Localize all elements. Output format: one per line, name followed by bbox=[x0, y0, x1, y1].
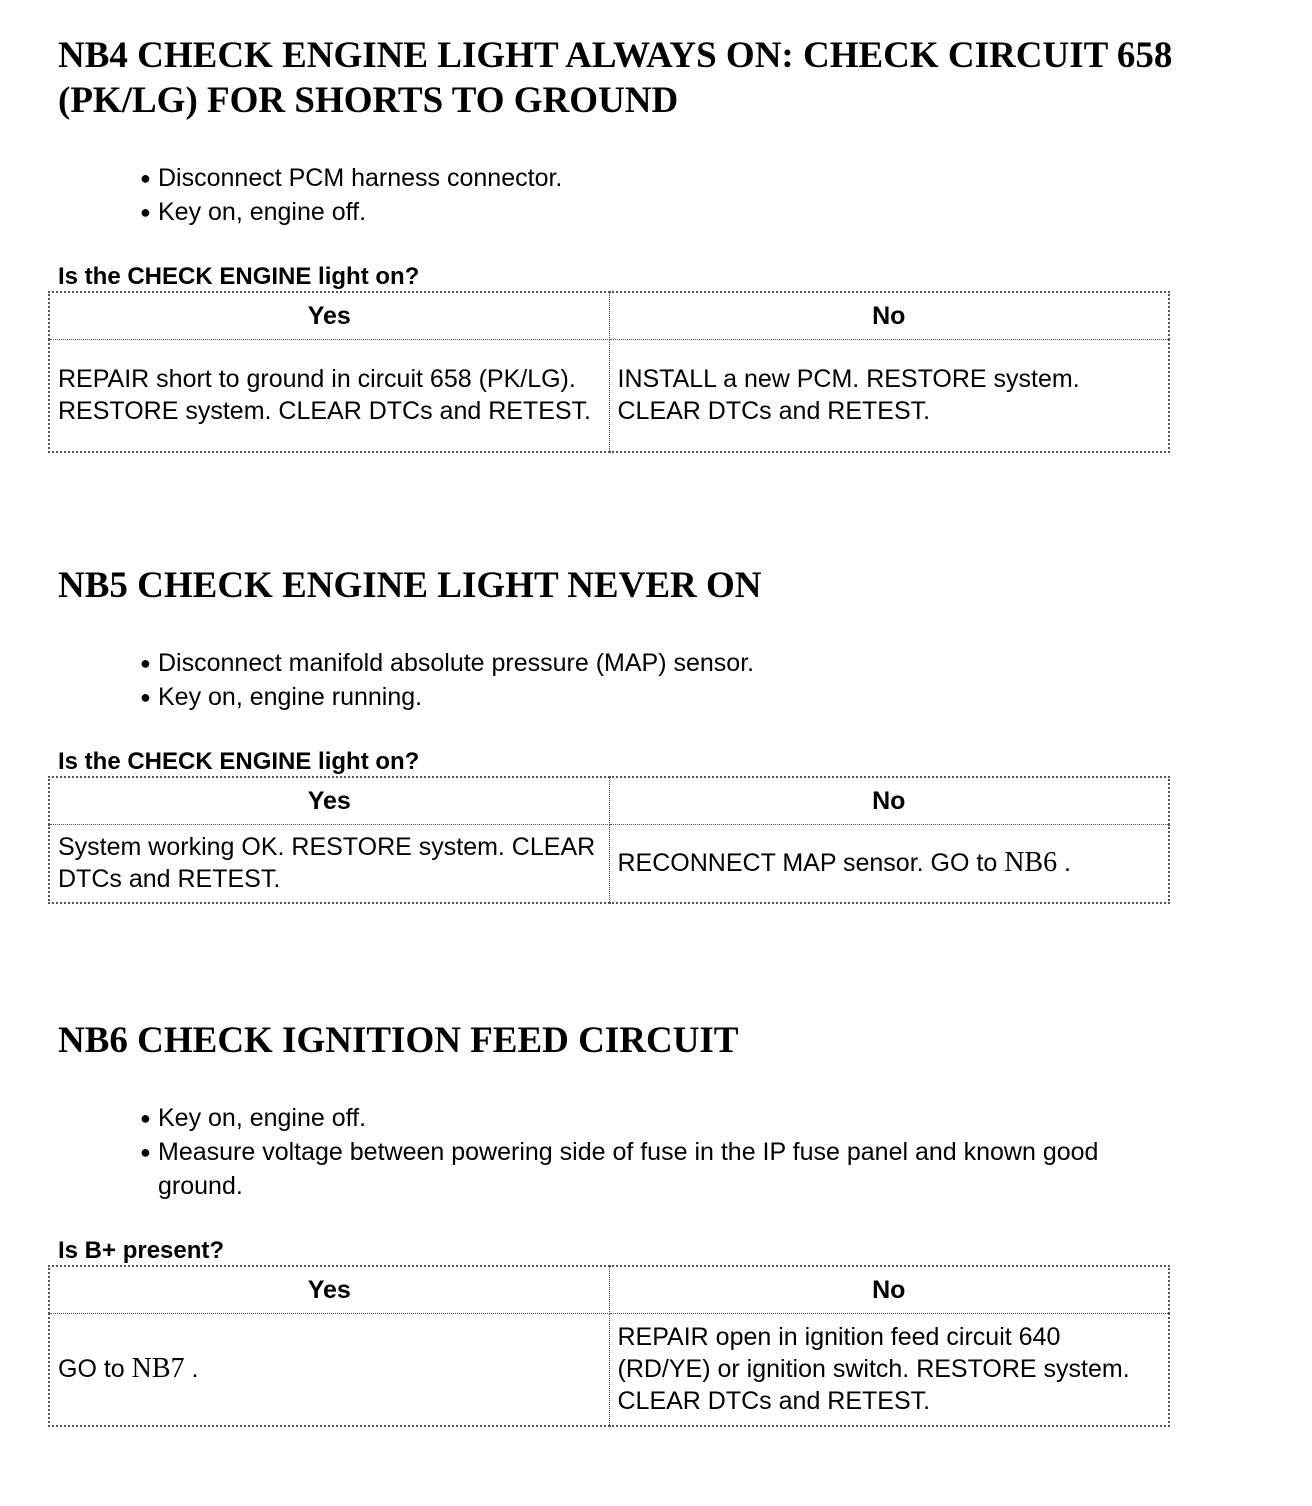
yes-text: GO to bbox=[58, 1355, 132, 1384]
bullet-icon: ● bbox=[140, 653, 151, 673]
step-item bbox=[140, 646, 1220, 680]
step-list bbox=[0, 1101, 1220, 1203]
step-list bbox=[0, 646, 1220, 714]
no-text: RECONNECT MAP sensor. GO to bbox=[617, 849, 1005, 878]
step-item bbox=[140, 680, 1220, 714]
result-table bbox=[48, 776, 1170, 904]
yes-cell: REPAIR short to ground in circuit 658 (PK/LG). RESTORE system. CLEAR DTCs and RETEST. bbox=[49, 340, 609, 452]
step-text: Measure voltage between powering side of fuse in the IP fuse panel and known good ground. bbox=[158, 1138, 1099, 1200]
section-title: NB6 CHECK IGNITION FEED CIRCUIT bbox=[58, 1020, 739, 1061]
no-cell: INSTALL a new PCM. RESTORE system. CLEAR DTCs and RETEST. bbox=[609, 340, 1169, 452]
step-item bbox=[140, 161, 1220, 195]
step-text: Key on, engine running. bbox=[158, 683, 423, 711]
bullet-icon: ● bbox=[140, 168, 151, 188]
yes-header: Yes bbox=[49, 292, 609, 340]
question: Is the CHECK ENGINE light on? bbox=[58, 263, 420, 290]
no-suffix: . bbox=[1057, 849, 1071, 878]
yes-cell: System working OK. RESTORE system. CLEAR DTCs and RETEST. bbox=[49, 825, 609, 903]
step-text: Key on, engine off. bbox=[158, 1104, 367, 1132]
no-header: No bbox=[609, 292, 1169, 340]
yes-suffix: . bbox=[184, 1355, 199, 1384]
bullet-icon: ● bbox=[140, 1142, 151, 1162]
link-nb6[interactable]: NB6 bbox=[1004, 847, 1058, 879]
question: Is the CHECK ENGINE light on? bbox=[58, 748, 420, 775]
no-header: No bbox=[609, 1266, 1169, 1314]
step-text: Disconnect PCM harness connector. bbox=[158, 164, 563, 192]
no-header: No bbox=[609, 777, 1169, 825]
step-list bbox=[0, 161, 1220, 229]
step-item bbox=[140, 1101, 1220, 1135]
result-table bbox=[48, 1265, 1170, 1427]
link-nb7[interactable]: NB7 bbox=[131, 1353, 185, 1385]
section-title: NB4 CHECK ENGINE LIGHT ALWAYS ON: CHECK CIRCUIT 658 (PK/LG) FOR SHORTS TO GROUND bbox=[58, 35, 1173, 121]
yes-header: Yes bbox=[49, 1266, 609, 1314]
section-title: NB5 CHECK ENGINE LIGHT NEVER ON bbox=[58, 565, 762, 606]
result-table bbox=[48, 291, 1170, 453]
no-cell bbox=[609, 825, 1169, 903]
bullet-icon: ● bbox=[140, 1108, 151, 1128]
section-nb4 bbox=[0, 33, 1312, 453]
step-item bbox=[140, 195, 1220, 229]
bullet-icon: ● bbox=[140, 202, 151, 222]
step-text: Key on, engine off. bbox=[158, 198, 367, 226]
step-text: Disconnect manifold absolute pressure (MAP) sensor. bbox=[158, 649, 755, 677]
step-item bbox=[140, 1135, 1220, 1203]
yes-header: Yes bbox=[49, 777, 609, 825]
section-nb5 bbox=[0, 563, 1312, 904]
question: Is B+ present? bbox=[58, 1237, 225, 1264]
section-nb6 bbox=[0, 1018, 1312, 1427]
yes-cell bbox=[49, 1314, 609, 1426]
no-cell: REPAIR open in ignition feed circuit 640 (RD/YE) or ignition switch. RESTORE system. CLEAR DTCs and RETEST. bbox=[609, 1314, 1169, 1426]
bullet-icon: ● bbox=[140, 687, 151, 707]
